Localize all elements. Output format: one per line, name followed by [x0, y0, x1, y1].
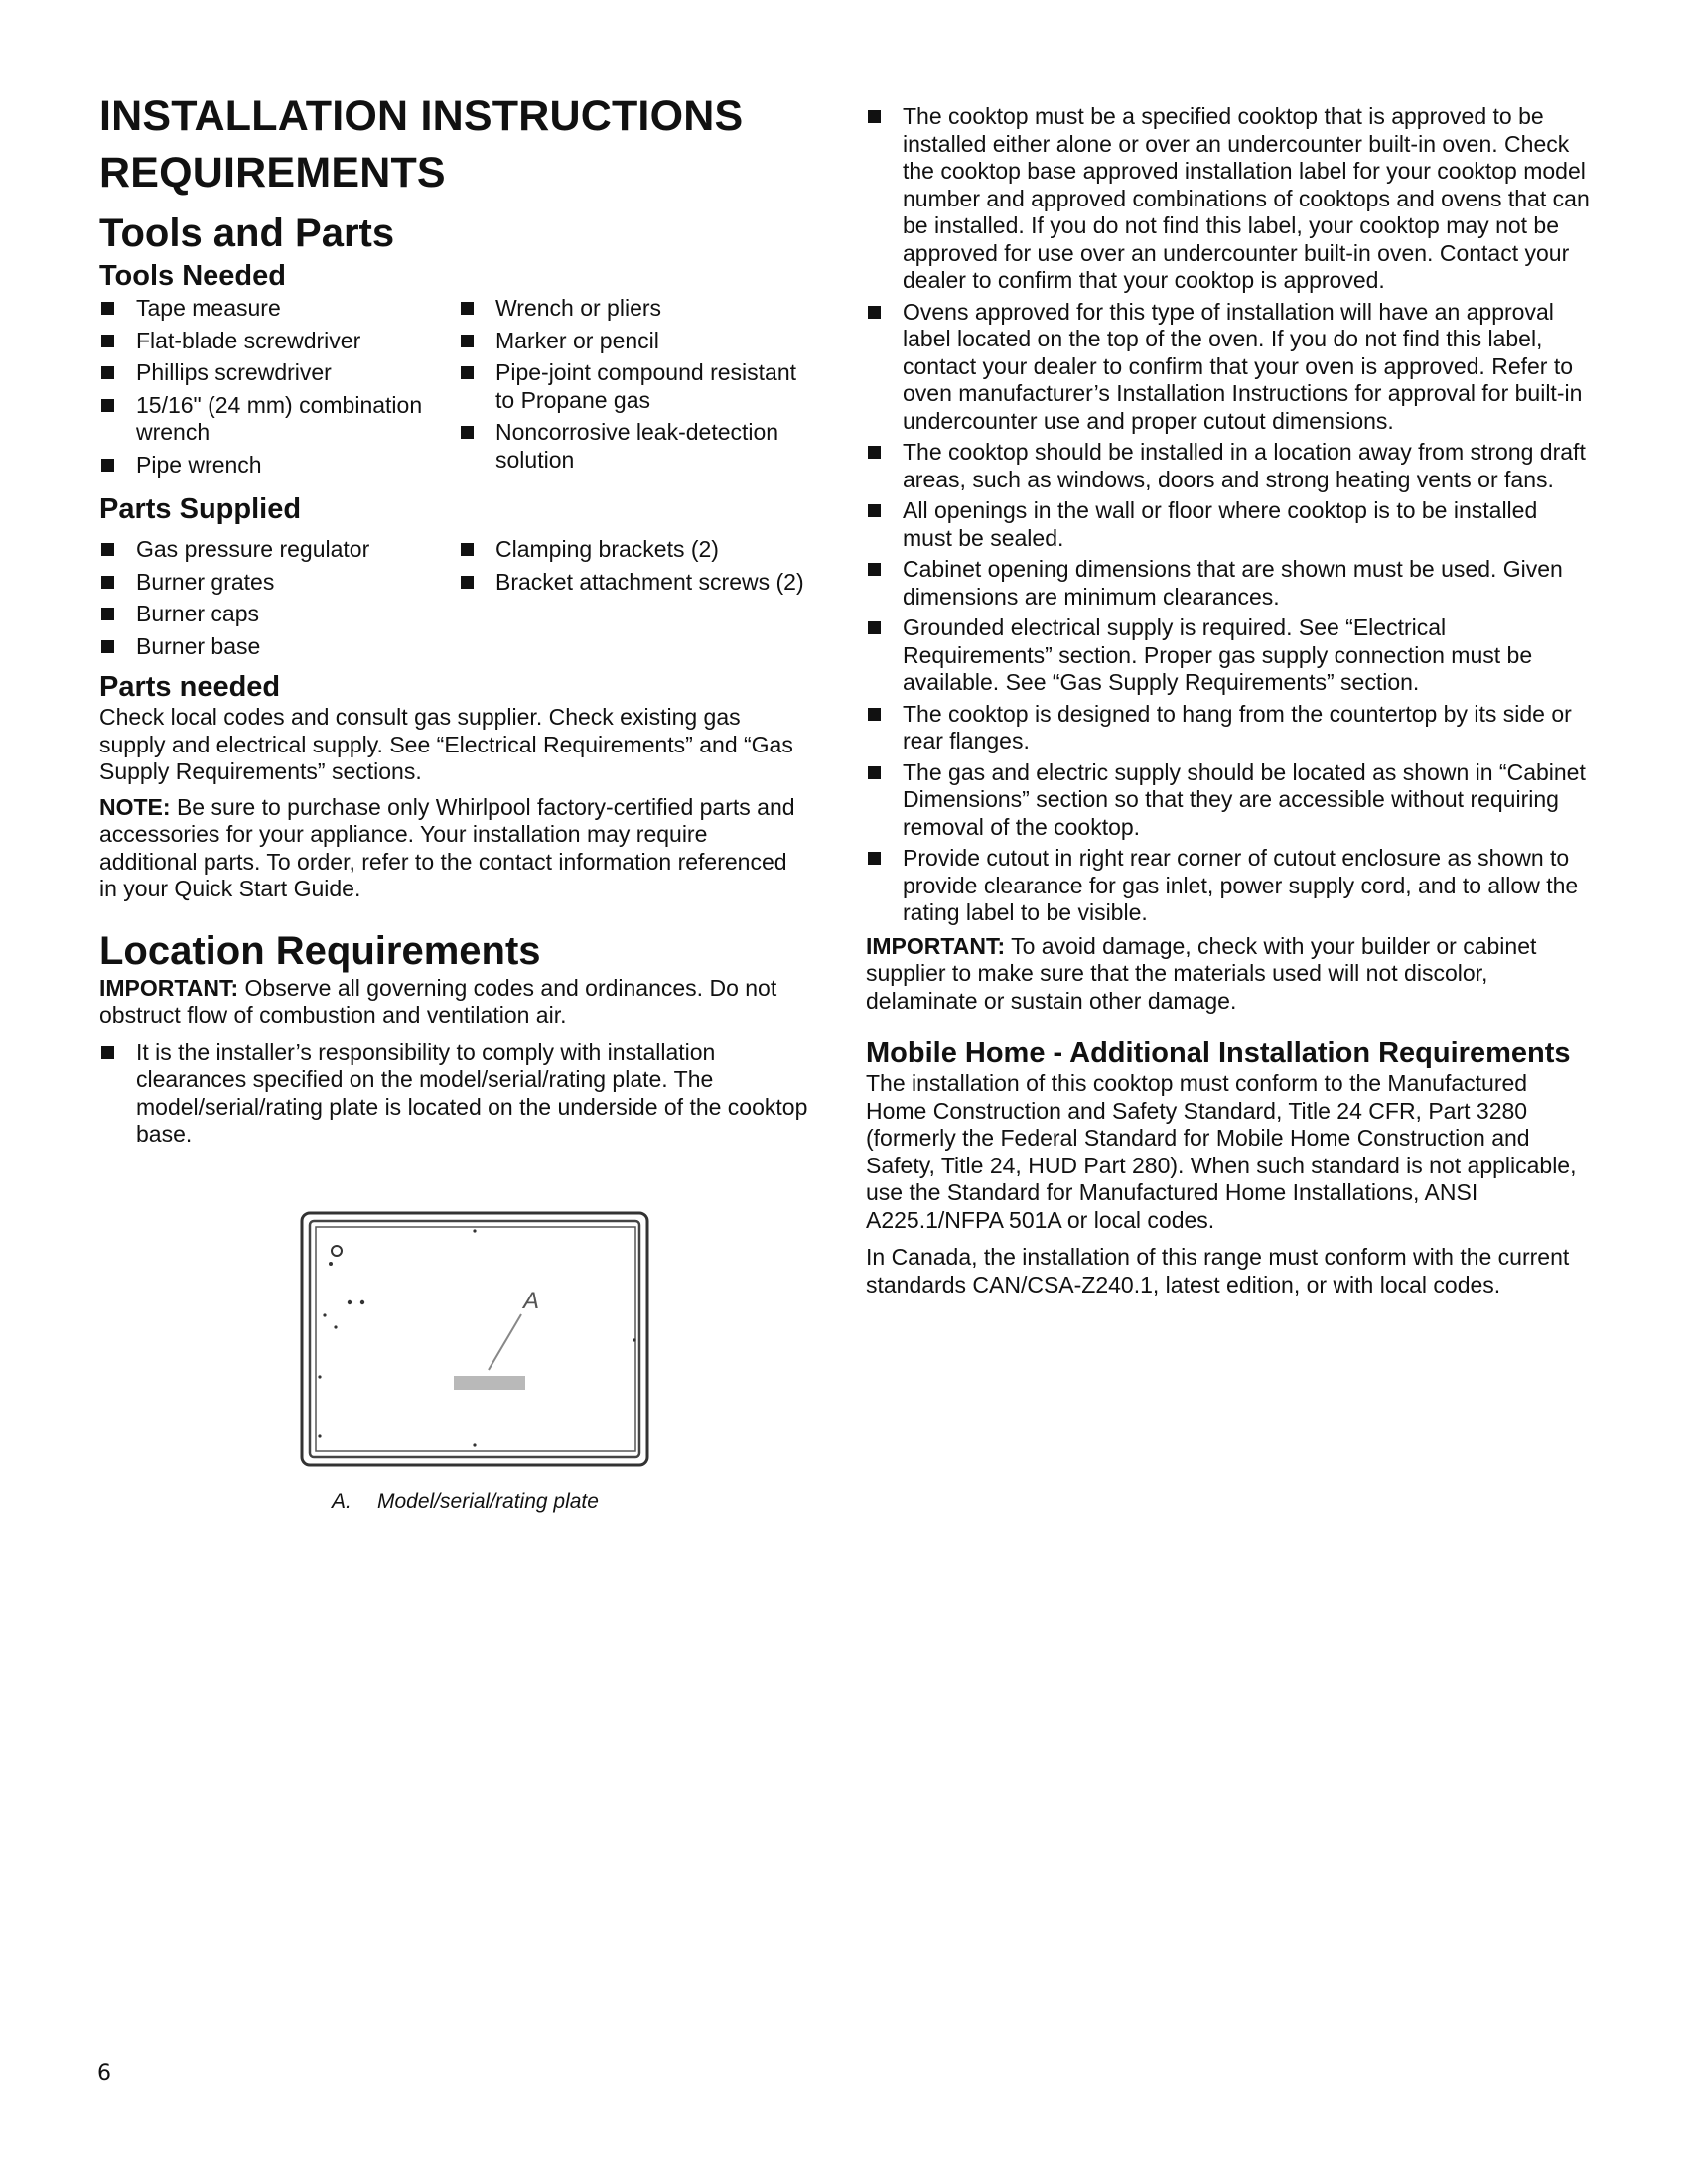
parts-needed-heading: Parts needed [99, 671, 281, 703]
rating-plate-figure [300, 1211, 649, 1467]
right-column [866, 0, 1591, 1298]
list-item: 15/16" (24 mm) combination wrench [99, 392, 459, 447]
dot [318, 1375, 321, 1378]
list-item: Cabinet opening dimensions that are shown must be used. Given dimensions are minimum clearances. [866, 556, 1591, 611]
list-item: Clamping brackets (2) [459, 536, 809, 564]
important-text: To avoid damage, check with your builder or cabinet supplier to make sure that the materials used will not discolor, delaminate or sustain other damage. [866, 932, 1537, 1014]
list-item: It is the installer’s responsibility to comply with installation clearances specified on the model/serial/rating plate. The model/serial/rating plate is located on the underside of the cooktop base. [99, 1039, 809, 1149]
list-item: Noncorrosive leak-detection solution [459, 419, 809, 474]
list-item: The cooktop should be installed in a location away from strong draft areas, such as windows, doors and strong heating vents or fans. [866, 439, 1591, 493]
list-item: Pipe wrench [99, 452, 459, 479]
outer-frame [302, 1213, 647, 1465]
list-item: Pipe-joint compound resistant to Propane gas [459, 359, 809, 414]
note-label: NOTE: [99, 793, 171, 820]
list-item: Burner base [99, 633, 459, 661]
parts-needed-text: Check local codes and consult gas supplier. Check existing gas supply and electrical supply. See “Electrical Requirements” and “Gas Supply Requirements” sections. [99, 704, 793, 784]
cooktop-underside-diagram [300, 1211, 649, 1467]
parts-list-col1 [99, 536, 459, 660]
important-label: IMPORTANT: [866, 932, 1006, 959]
tools-parts-heading: Tools and Parts [99, 211, 395, 255]
dot [473, 1229, 476, 1232]
list-item: Phillips screwdriver [99, 359, 459, 387]
parts-supplied-list [99, 536, 809, 660]
mobile-home-heading: Mobile Home - Additional Installation Requirements [866, 1037, 1571, 1069]
list-item: The cooktop must be a specified cooktop that is approved to be installed either alone or over an undercounter built-in oven. Check the cooktop base approved installation label for your cooktop model number and approved combinations of cooktops and ovens that can be installed. If you do not find this label, your cooktop may not be approved for use over an undercounter built-in oven. Contact your dealer to confirm that your cooktop is approved. [866, 103, 1591, 295]
list-item: Tape measure [99, 295, 459, 323]
important-paragraph-2 [866, 933, 1591, 1016]
title-line-1: INSTALLATION INSTRUCTIONS [99, 92, 744, 140]
list-item: Marker or pencil [459, 328, 809, 355]
dot [473, 1443, 476, 1446]
important-text: Observe all governing codes and ordinances. Do not obstruct flow of combustion and ventilation air. [99, 974, 777, 1027]
note-paragraph [99, 794, 809, 903]
list-item: Ovens approved for this type of installation will have an approval label located on the top of the oven. If you do not find this label, contact your dealer to confirm that your oven is approved. Refer to oven manufacturer’s Installation Instructions for approval for built-in undercounter use and proper cutout dimensions. [866, 299, 1591, 436]
canada-text: In Canada, the installation of this range must conform with the current standards CAN/CSA-Z240.1, latest edition, or with local codes. [866, 1244, 1570, 1297]
title-line-2: REQUIREMENTS [99, 149, 446, 197]
figure-caption [332, 1489, 599, 1515]
tools-needed-heading: Tools Needed [99, 260, 286, 292]
list-item: The gas and electric supply should be located as shown in “Cabinet Dimensions” section so that they are accessible without requiring removal of the cooktop. [866, 759, 1591, 842]
location-heading: Location Requirements [99, 928, 541, 973]
important-paragraph-1 [99, 975, 809, 1029]
rating-plate [454, 1376, 525, 1390]
list-item: Gas pressure regulator [99, 536, 459, 564]
tools-list-col1 [99, 295, 459, 478]
list-item: Provide cutout in right rear corner of cutout enclosure as shown to provide clearance for gas inlet, power supply cord, and to allow the rating label to be visible. [866, 845, 1591, 927]
callout-letter: A [523, 1288, 540, 1314]
important-label: IMPORTANT: [99, 974, 239, 1001]
mobile-home-text: The installation of this cooktop must conform to the Manufactured Home Construction and Safety Standard, Title 24 CFR, Part 3280 (formerly the Federal Standard for Mobile Home Construction and Safety, Title 24, HUD Part 280). When such standard is not applicable, use the Standard for Manufactured Home Installations, ANSI A225.1/NFPA 501A or local codes. [866, 1070, 1577, 1233]
parts-supplied-heading: Parts Supplied [99, 493, 302, 525]
tools-list-col2 [459, 295, 809, 478]
page-number: 6 [97, 2061, 111, 2086]
list-item: All openings in the wall or floor where cooktop is to be installed must be sealed. [866, 497, 1591, 552]
requirements-list [866, 103, 1591, 927]
caption-letter: A. [332, 1490, 352, 1513]
dot [348, 1300, 352, 1304]
dot [334, 1325, 337, 1328]
page-title [99, 88, 809, 202]
location-list [99, 1039, 809, 1149]
list-item: The cooktop is designed to hang from the countertop by its side or rear flanges. [866, 701, 1591, 755]
list-item: Flat-blade screwdriver [99, 328, 459, 355]
list-item: Wrench or pliers [459, 295, 809, 323]
note-text: Be sure to purchase only Whirlpool factory-certified parts and accessories for your appliance. Your installation may require additional parts. To order, refer to the contact information referenced in your Quick Start Guide. [99, 793, 795, 901]
dot [633, 1338, 635, 1341]
dot [360, 1300, 364, 1304]
left-column [99, 0, 809, 1149]
parts-list-col2 [459, 536, 809, 660]
list-item: Bracket attachment screws (2) [459, 569, 809, 597]
list-item: Grounded electrical supply is required. See “Electrical Requirements” section. Proper gas supply connection must be available. See “Gas Supply Requirements” section. [866, 614, 1591, 697]
dot [323, 1313, 326, 1316]
dot [329, 1262, 333, 1266]
list-item: Burner grates [99, 569, 459, 597]
dot [318, 1434, 321, 1437]
tools-needed-list [99, 295, 809, 478]
list-item: Burner caps [99, 601, 459, 628]
caption-text: Model/serial/rating plate [377, 1490, 599, 1513]
